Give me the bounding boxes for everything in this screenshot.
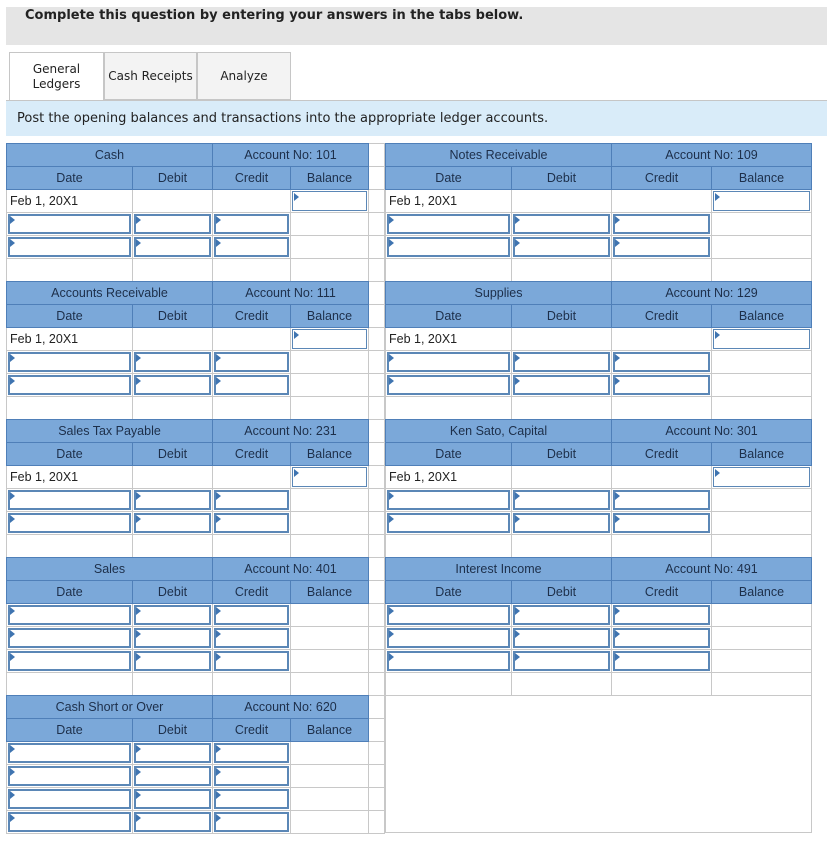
- balance-cell: [291, 374, 369, 397]
- account-name: Cash Short or Over: [7, 696, 213, 719]
- column-gap: [369, 742, 385, 765]
- opening-date: Feb 1, 20X1: [7, 190, 133, 213]
- tab-analyze[interactable]: [197, 52, 291, 100]
- debit-header: Debit: [133, 305, 213, 328]
- ledger-row: [386, 489, 812, 512]
- balance-cell: [712, 673, 812, 696]
- balance-cell: [291, 236, 369, 259]
- balance-cell: [712, 512, 812, 535]
- column-gap: [369, 650, 385, 673]
- credit-header: Credit: [213, 443, 291, 466]
- balance-input[interactable]: [712, 328, 812, 351]
- balance-input[interactable]: [291, 466, 369, 489]
- account-number: Account No: 620: [213, 696, 369, 719]
- column-gap: [369, 558, 385, 581]
- ledger-row: [7, 259, 385, 282]
- instruction-text: Complete this question by entering your answers in the tabs below.: [25, 8, 524, 23]
- ledger-supplies: [385, 281, 805, 420]
- date-input[interactable]: [7, 742, 133, 765]
- account-name: Sales: [7, 558, 213, 581]
- prompt-text: Post the opening balances and transactions into the appropriate ledger accounts.: [17, 111, 549, 126]
- date-header: Date: [386, 443, 512, 466]
- column-gap: [369, 236, 385, 259]
- balance-cell: [712, 489, 812, 512]
- date-input[interactable]: [386, 213, 512, 236]
- opening-date: Feb 1, 20X1: [386, 466, 512, 489]
- ledger-row: [386, 604, 812, 627]
- column-gap: [369, 512, 385, 535]
- account-name: Cash: [7, 144, 213, 167]
- ledger-row: [386, 512, 812, 535]
- balance-cell: [291, 811, 369, 834]
- ledger-row: [7, 811, 385, 834]
- credit-input[interactable]: [612, 351, 712, 374]
- debit-input[interactable]: [512, 236, 612, 259]
- column-gap: [369, 305, 385, 328]
- credit-input[interactable]: [213, 650, 291, 673]
- column-gap: [369, 581, 385, 604]
- date-header: Date: [386, 581, 512, 604]
- column-gap: [369, 719, 385, 742]
- debit-input[interactable]: [133, 374, 213, 397]
- balance-header: Balance: [712, 167, 812, 190]
- column-gap: [369, 144, 385, 167]
- date-input[interactable]: [386, 650, 512, 673]
- column-gap: [369, 489, 385, 512]
- column-gap: [369, 167, 385, 190]
- debit-input[interactable]: [512, 604, 612, 627]
- credit-cell: [213, 466, 291, 489]
- column-gap: [369, 397, 385, 420]
- ledger-row: [386, 650, 812, 673]
- opening-date: Feb 1, 20X1: [386, 190, 512, 213]
- credit-input[interactable]: [213, 742, 291, 765]
- ledger-row: [386, 673, 812, 696]
- instruction-banner: [6, 7, 827, 45]
- date-cell: [386, 259, 512, 282]
- balance-header: Balance: [712, 581, 812, 604]
- credit-input[interactable]: [213, 351, 291, 374]
- balance-header: Balance: [291, 581, 369, 604]
- balance-cell: [291, 765, 369, 788]
- ledger-cash: [6, 143, 426, 282]
- balance-cell: [291, 351, 369, 374]
- date-input[interactable]: [7, 236, 133, 259]
- credit-input[interactable]: [612, 512, 712, 535]
- date-input[interactable]: [7, 788, 133, 811]
- ledger-row: [7, 512, 385, 535]
- date-input[interactable]: [386, 236, 512, 259]
- account-number: Account No: 491: [612, 558, 812, 581]
- ledger-row: [386, 190, 812, 213]
- credit-input[interactable]: [213, 374, 291, 397]
- date-input[interactable]: [386, 512, 512, 535]
- date-input[interactable]: [7, 512, 133, 535]
- ledger-interest-income: [385, 557, 805, 696]
- credit-cell: [612, 466, 712, 489]
- column-gap: [369, 627, 385, 650]
- ledger-row: [386, 351, 812, 374]
- debit-input[interactable]: [512, 512, 612, 535]
- column-gap: [369, 213, 385, 236]
- ledger-row: [7, 535, 385, 558]
- credit-input[interactable]: [213, 512, 291, 535]
- debit-cell: [133, 673, 213, 696]
- balance-input[interactable]: [712, 466, 812, 489]
- column-gap: [369, 765, 385, 788]
- debit-cell: [133, 328, 213, 351]
- account-name: Sales Tax Payable: [7, 420, 213, 443]
- debit-input[interactable]: [512, 351, 612, 374]
- date-cell: [7, 259, 133, 282]
- credit-cell: [213, 535, 291, 558]
- date-input[interactable]: [386, 489, 512, 512]
- debit-input[interactable]: [512, 489, 612, 512]
- date-header: Date: [7, 167, 133, 190]
- debit-header: Debit: [512, 167, 612, 190]
- ledger-sales-tax-payable: [6, 419, 426, 558]
- column-gap: [369, 604, 385, 627]
- balance-cell: [291, 213, 369, 236]
- balance-cell: [712, 650, 812, 673]
- debit-header: Debit: [133, 719, 213, 742]
- ledger-row: [7, 236, 385, 259]
- date-input[interactable]: [386, 374, 512, 397]
- date-input[interactable]: [7, 351, 133, 374]
- debit-cell: [512, 397, 612, 420]
- ledger-row: [386, 236, 812, 259]
- credit-cell: [612, 190, 712, 213]
- date-input[interactable]: [7, 489, 133, 512]
- column-gap: [369, 696, 385, 719]
- ledger-row: [386, 259, 812, 282]
- balance-cell: [291, 397, 369, 420]
- column-gap: [369, 466, 385, 489]
- ledger-row: [7, 489, 385, 512]
- debit-cell: [512, 259, 612, 282]
- ledger-row: [7, 190, 385, 213]
- ledger-notes-receivable: [385, 143, 805, 282]
- account-number: Account No: 111: [213, 282, 369, 305]
- balance-cell: [712, 213, 812, 236]
- credit-input[interactable]: [213, 213, 291, 236]
- balance-cell: [712, 259, 812, 282]
- balance-header: Balance: [291, 443, 369, 466]
- credit-input[interactable]: [612, 213, 712, 236]
- ledger-row: [7, 466, 385, 489]
- account-name: Notes Receivable: [386, 144, 612, 167]
- account-number: Account No: 231: [213, 420, 369, 443]
- opening-date: Feb 1, 20X1: [7, 466, 133, 489]
- credit-input[interactable]: [213, 811, 291, 834]
- debit-input[interactable]: [133, 788, 213, 811]
- debit-cell: [133, 466, 213, 489]
- debit-cell: [512, 328, 612, 351]
- ledger-row: [386, 213, 812, 236]
- column-gap: [369, 282, 385, 305]
- debit-input[interactable]: [133, 512, 213, 535]
- credit-input[interactable]: [612, 627, 712, 650]
- ledger-row: [7, 604, 385, 627]
- column-gap: [369, 190, 385, 213]
- ledger-row: [386, 328, 812, 351]
- debit-cell: [133, 535, 213, 558]
- debit-input[interactable]: [133, 213, 213, 236]
- ledger-row: [386, 466, 812, 489]
- date-cell: [7, 397, 133, 420]
- debit-input[interactable]: [512, 627, 612, 650]
- date-cell: [386, 673, 512, 696]
- account-number: Account No: 301: [612, 420, 812, 443]
- tab-general-ledgers[interactable]: [9, 52, 104, 101]
- ledger-row: [7, 351, 385, 374]
- debit-input[interactable]: [133, 650, 213, 673]
- ledger-row: [7, 213, 385, 236]
- debit-header: Debit: [512, 443, 612, 466]
- date-input[interactable]: [7, 374, 133, 397]
- ledger-row: [386, 627, 812, 650]
- balance-header: Balance: [291, 167, 369, 190]
- date-input[interactable]: [7, 765, 133, 788]
- date-header: Date: [386, 167, 512, 190]
- ledger-row: [386, 535, 812, 558]
- date-cell: [7, 535, 133, 558]
- column-gap: [369, 328, 385, 351]
- date-header: Date: [7, 581, 133, 604]
- debit-header: Debit: [133, 581, 213, 604]
- debit-input[interactable]: [133, 765, 213, 788]
- debit-input[interactable]: [133, 236, 213, 259]
- tab-general-ledgers-label: General Ledgers: [32, 61, 81, 91]
- balance-cell: [291, 742, 369, 765]
- debit-cell: [133, 190, 213, 213]
- opening-date: Feb 1, 20X1: [7, 328, 133, 351]
- account-name: Interest Income: [386, 558, 612, 581]
- tab-analyze-label: Analyze: [220, 68, 268, 83]
- debit-input[interactable]: [133, 604, 213, 627]
- balance-cell: [712, 397, 812, 420]
- balance-cell: [291, 512, 369, 535]
- debit-input[interactable]: [133, 742, 213, 765]
- tab-cash-receipts-label: Cash Receipts: [108, 68, 193, 83]
- column-gap: [369, 673, 385, 696]
- credit-input[interactable]: [612, 604, 712, 627]
- debit-input[interactable]: [512, 213, 612, 236]
- credit-cell: [213, 259, 291, 282]
- balance-cell: [291, 604, 369, 627]
- date-input[interactable]: [386, 351, 512, 374]
- balance-cell: [291, 673, 369, 696]
- column-gap: [369, 811, 385, 834]
- balance-cell: [291, 489, 369, 512]
- debit-input[interactable]: [512, 374, 612, 397]
- balance-cell: [291, 259, 369, 282]
- ledger-cash-short-or-over: [6, 695, 426, 834]
- ledger-accounts-receivable: [6, 281, 426, 420]
- credit-cell: [213, 397, 291, 420]
- ledger-row: [7, 374, 385, 397]
- date-input[interactable]: [7, 627, 133, 650]
- ledger-row: [7, 765, 385, 788]
- date-cell: [386, 397, 512, 420]
- credit-header: Credit: [612, 167, 712, 190]
- account-number: Account No: 109: [612, 144, 812, 167]
- balance-header: Balance: [712, 443, 812, 466]
- date-cell: [386, 535, 512, 558]
- debit-input[interactable]: [133, 351, 213, 374]
- empty-panel: [385, 695, 812, 833]
- tab-cash-receipts[interactable]: [104, 52, 197, 100]
- balance-cell: [291, 627, 369, 650]
- ledger-row: [7, 650, 385, 673]
- credit-cell: [612, 397, 712, 420]
- debit-cell: [512, 190, 612, 213]
- date-input[interactable]: [386, 627, 512, 650]
- column-gap: [369, 443, 385, 466]
- credit-header: Credit: [612, 581, 712, 604]
- credit-header: Credit: [213, 719, 291, 742]
- credit-input[interactable]: [213, 627, 291, 650]
- date-input[interactable]: [7, 650, 133, 673]
- column-gap: [369, 259, 385, 282]
- credit-header: Credit: [612, 443, 712, 466]
- credit-cell: [612, 328, 712, 351]
- ledger-row: [7, 673, 385, 696]
- balance-input[interactable]: [291, 190, 369, 213]
- debit-header: Debit: [512, 581, 612, 604]
- balance-header: Balance: [712, 305, 812, 328]
- date-header: Date: [7, 443, 133, 466]
- credit-input[interactable]: [213, 604, 291, 627]
- credit-cell: [213, 673, 291, 696]
- balance-input[interactable]: [291, 328, 369, 351]
- debit-cell: [512, 466, 612, 489]
- date-input[interactable]: [7, 811, 133, 834]
- account-name: Supplies: [386, 282, 612, 305]
- ledger-row: [7, 742, 385, 765]
- column-gap: [369, 374, 385, 397]
- debit-cell: [512, 535, 612, 558]
- credit-input[interactable]: [612, 374, 712, 397]
- date-header: Date: [7, 719, 133, 742]
- date-header: Date: [7, 305, 133, 328]
- date-input[interactable]: [386, 604, 512, 627]
- debit-input[interactable]: [133, 811, 213, 834]
- ledger-row: [7, 627, 385, 650]
- opening-date: Feb 1, 20X1: [386, 328, 512, 351]
- balance-input[interactable]: [712, 190, 812, 213]
- account-number: Account No: 129: [612, 282, 812, 305]
- column-gap: [369, 535, 385, 558]
- balance-cell: [291, 788, 369, 811]
- ledger-row: [7, 328, 385, 351]
- date-header: Date: [386, 305, 512, 328]
- credit-input[interactable]: [213, 236, 291, 259]
- ledger-row: [386, 374, 812, 397]
- balance-cell: [712, 627, 812, 650]
- date-cell: [7, 673, 133, 696]
- balance-header: Balance: [291, 305, 369, 328]
- balance-cell: [291, 535, 369, 558]
- balance-cell: [712, 236, 812, 259]
- debit-header: Debit: [512, 305, 612, 328]
- credit-cell: [612, 673, 712, 696]
- debit-header: Debit: [133, 167, 213, 190]
- balance-header: Balance: [291, 719, 369, 742]
- account-name: Ken Sato, Capital: [386, 420, 612, 443]
- debit-cell: [133, 397, 213, 420]
- debit-cell: [133, 259, 213, 282]
- balance-cell: [291, 650, 369, 673]
- credit-input[interactable]: [612, 236, 712, 259]
- column-gap: [369, 420, 385, 443]
- credit-input[interactable]: [213, 765, 291, 788]
- credit-cell: [213, 328, 291, 351]
- balance-cell: [712, 351, 812, 374]
- ledger-row: [7, 397, 385, 420]
- balance-cell: [712, 374, 812, 397]
- ledger-row: [386, 397, 812, 420]
- credit-header: Credit: [213, 305, 291, 328]
- ledger-ken-sato-capital: [385, 419, 805, 558]
- ledger-row: [7, 788, 385, 811]
- debit-input[interactable]: [133, 489, 213, 512]
- ledger-sales: [6, 557, 426, 696]
- credit-input[interactable]: [612, 650, 712, 673]
- credit-input[interactable]: [612, 489, 712, 512]
- credit-input[interactable]: [213, 788, 291, 811]
- account-number: Account No: 401: [213, 558, 369, 581]
- column-gap: [369, 788, 385, 811]
- balance-cell: [712, 604, 812, 627]
- prompt-bar: [6, 101, 827, 136]
- account-name: Accounts Receivable: [7, 282, 213, 305]
- credit-header: Credit: [213, 581, 291, 604]
- credit-cell: [612, 259, 712, 282]
- date-input[interactable]: [7, 213, 133, 236]
- credit-input[interactable]: [213, 489, 291, 512]
- debit-header: Debit: [133, 443, 213, 466]
- debit-input[interactable]: [133, 627, 213, 650]
- debit-cell: [512, 673, 612, 696]
- balance-cell: [712, 535, 812, 558]
- credit-header: Credit: [213, 167, 291, 190]
- date-input[interactable]: [7, 604, 133, 627]
- credit-cell: [612, 535, 712, 558]
- column-gap: [369, 351, 385, 374]
- credit-cell: [213, 190, 291, 213]
- credit-header: Credit: [612, 305, 712, 328]
- account-number: Account No: 101: [213, 144, 369, 167]
- debit-input[interactable]: [512, 650, 612, 673]
